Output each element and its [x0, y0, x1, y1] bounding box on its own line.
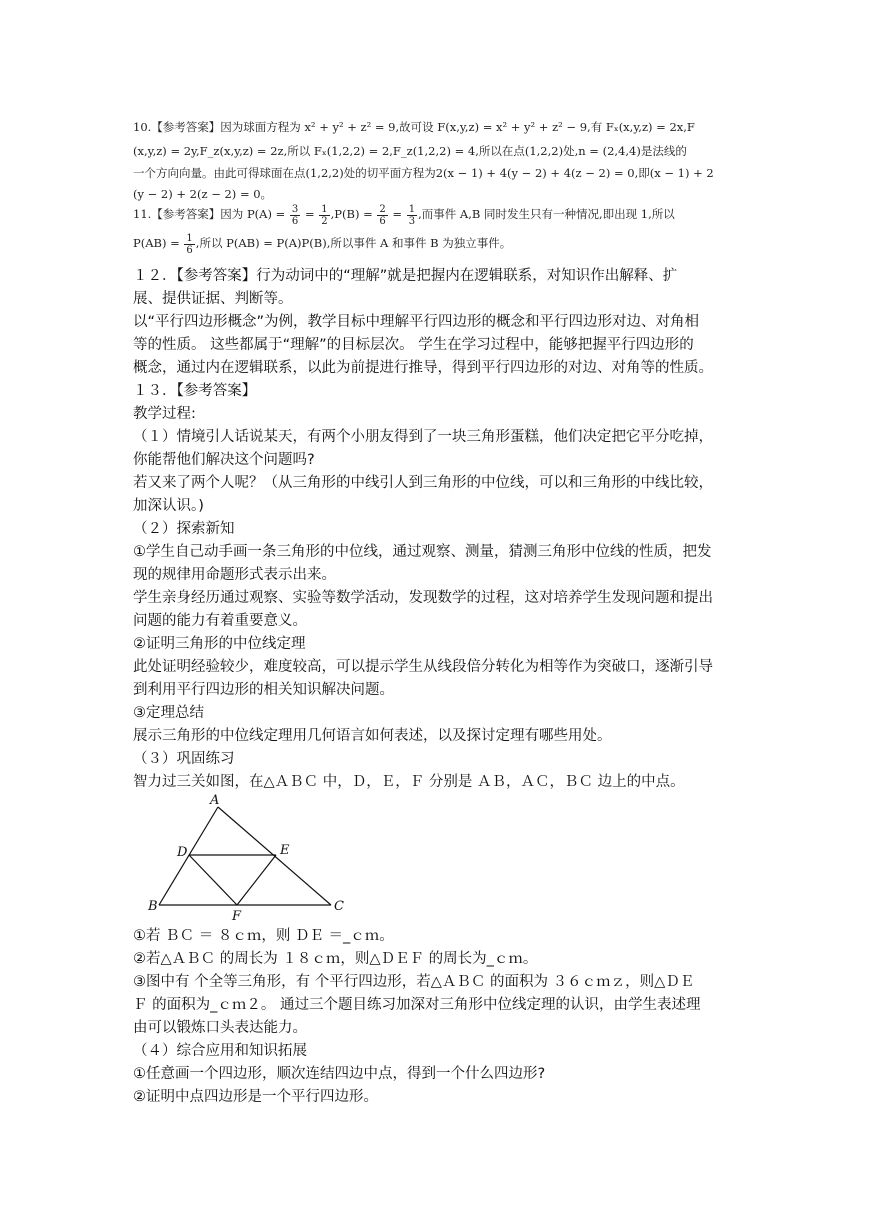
text-line: （４）综合应用和知识拓展 — [133, 1043, 307, 1059]
text-line: 由可以锻炼口头表达能力。 — [133, 1020, 307, 1036]
q11-line-1 — [133, 200, 733, 228]
q11-fraction-3: $\frac{2}{6}$ — [379, 203, 386, 227]
q10-line-1: 10.【参考答案】因为球面方程为 x² + y² + z² = 9,故可设 F(x,y,z) = x² + y² + z² − 9,有 Fₓ(x,y,z) = 2x,F — [133, 120, 695, 134]
text-line: Ｆ 的面积为_ｃｍ２。 通过三个题目练习加深对三角形中位线定理的认识，由学生表述理 — [133, 997, 701, 1013]
text-line: 教学过程: — [133, 406, 196, 422]
text-line: 加深认识。) — [133, 498, 204, 514]
text-line: 若又来了两个人呢？（从三角形的中线引人到三角形的中位线，可以和三角形的中线比较， — [133, 475, 713, 491]
triangle-midpoint-figure — [140, 792, 360, 922]
text-line: 以“平行四边形概念”为例，教学目标中理解平行四边形的概念和平行四边形对边、对角相 — [133, 314, 700, 330]
text-line: 到利用平行四边形的相关知识解决问题。 — [133, 682, 394, 698]
q11-prefix: 11.【参考答案】因为 P(A) = — [133, 207, 286, 221]
text-line: 学生亲身经历通过观察、实验等数学活动，发现数学的过程，这对培养学生发现问题和提出 — [133, 590, 713, 606]
text-line: ②若△ＡＢＣ 的周长为 １８ｃｍ，则△ＤＥＦ 的周长为_ｃｍ。 — [133, 951, 538, 967]
label-b: B — [148, 899, 158, 914]
q11-fraction-4: $\frac{1}{3}$ — [408, 203, 416, 227]
label-a: A — [210, 793, 220, 808]
text-line: 展示三角形的中位线定理用几何语言如何表述，以及探讨定理有哪些用处。 — [133, 728, 612, 744]
label-c: C — [334, 899, 344, 914]
text-line: １３．【参考答案】 — [133, 383, 257, 399]
segment-df — [189, 855, 237, 905]
text-line: １２．【参考答案】行为动词中的“理解”就是把握内在逻辑联系，对知识作出解释、扩 — [133, 268, 678, 284]
q11-line-2 — [133, 228, 733, 258]
text-line: 现的规律用命题形式表示出来。 — [133, 567, 336, 583]
q11-fraction-5: $\frac{1}{6}$ — [186, 232, 193, 256]
q10-line-4: (y − 2) + 2(z − 2) = 0。 — [133, 187, 273, 201]
q11-fraction-1: $\frac{3}{6}$ — [291, 203, 299, 227]
text-line: ②证明中点四边形是一个平行四边形。 — [133, 1089, 378, 1105]
q10-line-3: 一个方向向量。由此可得球面在点(1,2,2)处的切平面方程为2(x − 1) + 4(y − 2) + 4(z − 2) = 0,即(x − 1) + 2 — [133, 166, 714, 180]
q11-line2-prefix: P(AB) = — [133, 236, 180, 250]
q10-line-2: (x,y,z) = 2y,F_z(x,y,z) = 2z,所以 Fₓ(1,2,2) = 2,F_z(1,2,2) = 4,所以在点(1,2,2)处,n = (2,4,4)是法线的 — [133, 144, 687, 158]
label-d: D — [177, 845, 188, 860]
text-line: ①若 ＢＣ ＝ ８ｃｍ，则 ＤＥ ＝_ｃｍ。 — [133, 928, 394, 944]
text-line: 智力过三关如图，在△ＡＢＣ 中，Ｄ，Ｅ，Ｆ 分别是 ＡＢ，ＡＣ，ＢＣ 边上的中点。 — [133, 774, 685, 790]
text-line: ③图中有 个全等三角形，有 个平行四边形，若△ＡＢＣ 的面积为 ３６ｃｍｚ，则△ＤＥ — [133, 974, 695, 990]
text-line: ①任意画一个四边形，顺次连结四边中点，得到一个什么四边形? — [133, 1066, 546, 1082]
segment-ef — [237, 855, 276, 905]
q11-suffix: ,而事件 A,B 同时发生只有一种情况,即出现 1,所以 — [418, 207, 675, 221]
text-line: ②证明三角形的中位线定理 — [133, 636, 306, 652]
text-line: （３）巩固练习 — [133, 751, 235, 767]
text-line: 你能帮他们解决这个问题吗? — [133, 452, 315, 468]
text-line: ①学生自己动手画一条三角形的中位线，通过观察、测量，猜测三角形中位线的性质，把发 — [133, 544, 712, 560]
text-line: ③定理总结 — [133, 705, 204, 721]
q11-line2-suffix: ,所以 P(AB) = P(A)P(B),所以事件 A 和事件 B 为独立事件。 — [195, 236, 512, 250]
text-line: （１）情境引人话说某天，有两个小朋友得到了一块三角形蛋糕，他们决定把它平分吃掉， — [133, 429, 713, 445]
q11-equals-2: = — [392, 207, 403, 221]
text-line: 概念，通过内在逻辑联系，以此为前提进行推导，得到平行四边形的对边、对角等的性质。 — [133, 360, 713, 376]
text-line: 问题的能力有着重要意义。 — [133, 613, 307, 629]
label-f: F — [232, 909, 242, 922]
text-line: 此处证明经验较少，难度较高，可以提示学生从线段倍分转化为相等作为突破口，逐渐引导 — [133, 659, 713, 675]
q11-mid: ,P(B) = — [330, 207, 373, 221]
text-line: （２）探索新知 — [133, 521, 235, 537]
side-ab — [159, 807, 218, 905]
text-line: 展、提供证据、判断等。 — [133, 291, 293, 307]
q11-equals-1: = — [304, 207, 315, 221]
text-line: 等的性质。 这些都属于“理解”的目标层次。 学生在学习过程中，能够把握平行四边形的 — [133, 337, 694, 353]
label-e: E — [280, 843, 290, 858]
q11-fraction-2: $\frac{1}{2}$ — [321, 203, 328, 227]
